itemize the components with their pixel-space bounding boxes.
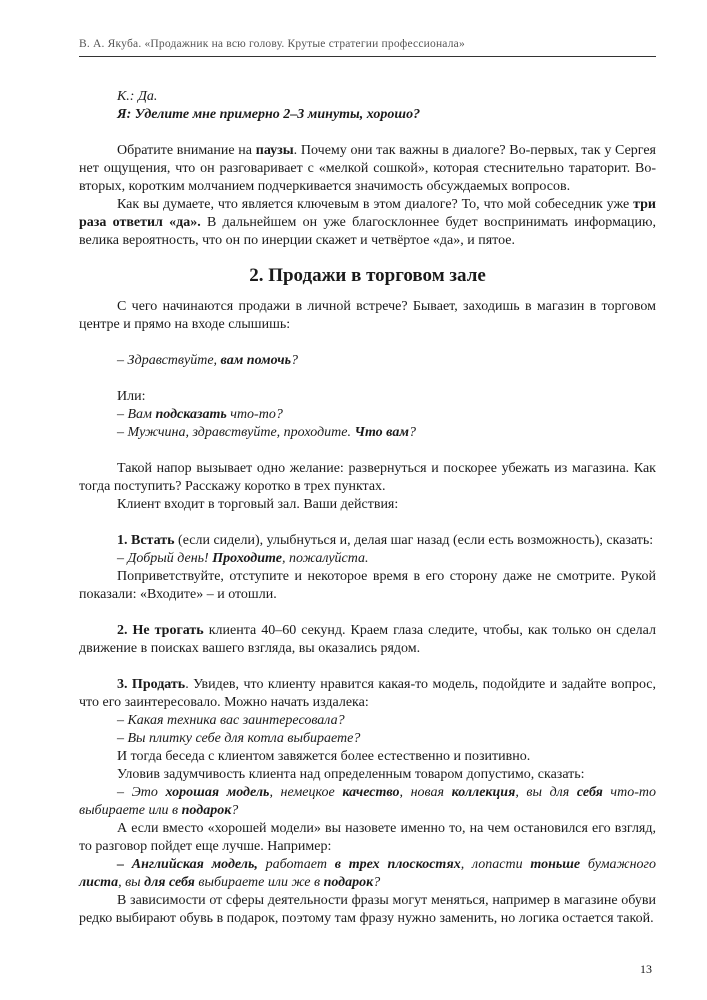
dialogue-k: К.: Да. <box>117 89 158 104</box>
step-1-after: Поприветствуйте, отступите и некоторое время в его сторону даже не смотрите. Рукой показали: «Входите» – и отошли. <box>79 569 656 602</box>
running-header: В. А. Якуба. «Продажник на всю голову. Крутые стратегии профессионала» <box>79 38 465 50</box>
step-3-q3: – Это хорошая модель, немецкое качество, новая коллекция, вы для себя что-то выбираете или в подарок? <box>79 785 656 818</box>
step-3-q2: – Вы плитку себе для котла выбираете? <box>117 731 361 746</box>
greeting-2: – Вам подсказать что-то? <box>117 407 283 422</box>
or-label: Или: <box>117 389 146 404</box>
step-3-p1: И тогда беседа с клиентом завяжется более естественно и позитивно. <box>117 749 531 764</box>
step-2: 2. Не трогать клиента 40–60 секунд. Краем глаза следите, чтобы, как только он сделал движение в поисках вашего взгляда, вы оказались рядом. <box>79 623 656 656</box>
para-client: Клиент входит в торговый зал. Ваши действия: <box>117 497 399 512</box>
para-intro: С чего начинаются продажи в личной встрече? Бывает, заходишь в магазин в торговом центре и прямо на входе слышишь: <box>79 299 656 332</box>
step-3-p3: А если вместо «хорошей модели» вы назовете именно то, на чем остановился его взгляд, то разговор пойдет еще лучше. Например: <box>79 821 656 854</box>
step-3-q4: – Английская модель, работает в трех плоскостях, лопасти тоньше бумажного листа, вы для себя выбираете или же в подарок? <box>79 857 656 890</box>
step-3-q1: – Какая техника вас заинтересовала? <box>117 713 345 728</box>
section-title: 2. Продажи в торговом зале <box>249 265 486 286</box>
step-3-p2: Уловив задумчивость клиента над определенным товаром допустимо, сказать: <box>117 767 585 782</box>
page-body <box>79 88 656 928</box>
page-number: 13 <box>640 962 652 976</box>
step-3: 3. Продать. Увидев, что клиенту нравится какая-то модель, подойдите и задайте вопрос, что его заинтересовало. Можно начать издалека: <box>79 677 657 710</box>
step-1-quote: – Добрый день! Проходите, пожалуйста. <box>117 551 369 566</box>
para-pressure: Такой напор вызывает одно желание: развернуться и поскорее убежать из магазина. Как тогда поступить? Расскажу коротко в трех пунктах. <box>79 461 656 494</box>
para-pauses: Обратите внимание на паузы. Почему они так важны в диалоге? Во-первых, так у Сергея нет ощущения, что он разговаривает с «мелкой сошкой», которая стеснительно тараторит. Во-вторых, коротким молчанием подчеркивается значимость обсуждаемых вопросов. <box>79 143 656 194</box>
step-1: 1. Встать (если сидели), улыбнуться и, делая шаг назад (если есть возможность), сказать: <box>117 533 654 548</box>
header-rule <box>79 56 656 57</box>
greeting-3: – Мужчина, здравствуйте, проходите. Что вам? <box>117 425 416 440</box>
para-key: Как вы думаете, что является ключевым в этом диалоге? То, что мой собеседник уже три раза ответил «да». В дальнейшем он уже благосклоннее будет воспринимать информацию, велика вероятность, что он по инерции скажет и четвёртое «да», и пятое. <box>79 197 656 248</box>
greeting-1: – Здравствуйте, вам помочь? <box>117 353 299 368</box>
dialogue-ya: Я: Уделите мне примерно 2–3 минуты, хорошо? <box>117 107 421 122</box>
step-3-p4: В зависимости от сферы деятельности фразы могут меняться, например в магазине обуви редко выбирают обувь в подарок, поэтому там фразу нужно заменить, но логика остается такой. <box>79 893 656 926</box>
